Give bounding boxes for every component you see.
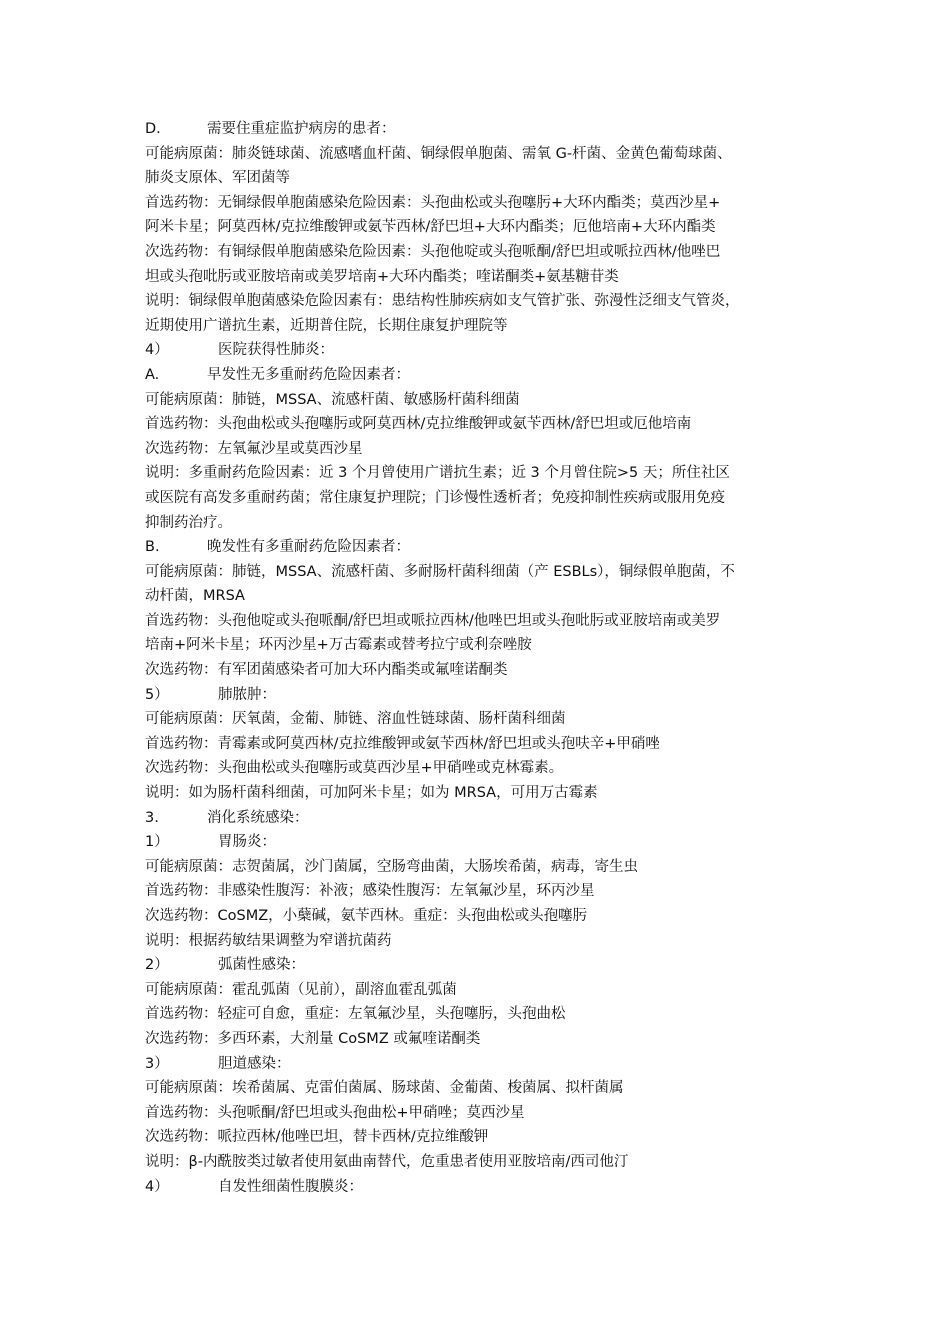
paragraph-line: 次选药物：左氧氟沙星或莫西沙星 bbox=[145, 440, 363, 457]
section-title: 肺脓肿： bbox=[218, 686, 276, 703]
paragraph-line: 坦或头孢吡肟或亚胺培南或美罗培南+大环内酯类；喹诺酮类+氨基糖苷类 bbox=[145, 268, 619, 285]
section-heading bbox=[145, 117, 815, 142]
paragraph-line: 首选药物：青霉素或阿莫西林/克拉维酸钾或氨苄西林/舒巴坦或头孢呋辛+甲硝唑 bbox=[145, 735, 660, 752]
section-number: 3. bbox=[145, 809, 159, 826]
section-number: 2） bbox=[145, 957, 169, 974]
section-heading bbox=[145, 338, 815, 363]
paragraph-line: 首选药物：非感染性腹泻：补液；感染性腹泻：左氧氟沙星，环丙沙星 bbox=[145, 883, 595, 900]
paragraph-line: 抑制药治疗。 bbox=[145, 514, 232, 531]
paragraph-line: 可能病原菌：埃希菌属、克雷伯菌属、肠球菌、金葡菌、梭菌属、拟杆菌属 bbox=[145, 1080, 624, 1097]
paragraph-line: 可能病原菌：肺炎链球菌、流感嗜血杆菌、铜绿假单胞菌、需氧 G-杆菌、金黄色葡萄球菌、 bbox=[145, 145, 732, 162]
section-title: 医院获得性肺炎： bbox=[218, 342, 334, 359]
document-body bbox=[145, 117, 815, 1199]
paragraph-line: 次选药物：哌拉西林/他唑巴坦，替卡西林/克拉维酸钾 bbox=[145, 1129, 489, 1146]
paragraph-line: 次选药物：CoSMZ，小蘖碱，氨苄西林。重症：头孢曲松或头孢噻肟 bbox=[145, 908, 588, 924]
section-number: 3） bbox=[145, 1055, 169, 1072]
paragraph-line: 可能病原菌：霍乱弧菌（见前），副溶血霍乱弧菌 bbox=[145, 981, 457, 998]
paragraph-line: 次选药物：多西环素，大剂量 CoSMZ 或氟喹诺酮类 bbox=[145, 1030, 481, 1047]
paragraph-line: 可能病原菌：志贺菌属，沙门菌属，空肠弯曲菌，大肠埃希菌，病毒，寄生虫 bbox=[145, 858, 638, 875]
paragraph-line: 或医院有高发多重耐药菌；常住康复护理院；门诊慢性透析者；免疫抑制性疾病或服用免疫 bbox=[145, 489, 725, 506]
paragraph-line: 可能病原菌：厌氧菌，金葡、肺链、溶血性链球菌、肠杆菌科细菌 bbox=[145, 711, 566, 728]
paragraph-line: 可能病原菌：肺链，MSSA、流感杆菌、多耐肠杆菌科细菌（产 ESBLs），铜绿假单胞菌，不 bbox=[145, 563, 735, 580]
section-title: 胃肠炎： bbox=[218, 834, 276, 851]
paragraph-line: 首选药物：头孢曲松或头孢噻肟或阿莫西林/克拉维酸钾或氨苄西林/舒巴坦或厄他培南 bbox=[145, 416, 692, 433]
section-number: A. bbox=[145, 366, 160, 383]
section-heading bbox=[145, 1052, 815, 1077]
paragraph-line: 近期使用广谱抗生素，近期普住院，长期住康复护理院等 bbox=[145, 317, 508, 334]
section-number: 4） bbox=[145, 1178, 169, 1195]
paragraph-line: 培南+阿米卡星；环丙沙星+万古霉素或替考拉宁或利奈唑胺 bbox=[145, 637, 532, 654]
paragraph-line: 次选药物：有军团菌感染者可加大环内酯类或氟喹诺酮类 bbox=[145, 662, 508, 679]
paragraph-line: 说明：铜绿假单胞菌感染危险因素有：患结构性肺疾病如支气管扩张、弥漫性泛细支气管炎， bbox=[145, 293, 740, 310]
paragraph-line: 可能病原菌：肺链，MSSA、流感杆菌、敏感肠杆菌科细菌 bbox=[145, 391, 520, 408]
section-heading bbox=[145, 535, 815, 560]
paragraph-line: 次选药物：头孢曲松或头孢噻肟或莫西沙星+甲硝唑或克林霉素。 bbox=[145, 760, 564, 777]
paragraph-line: 首选药物：无铜绿假单胞菌感染危险因素：头孢曲松或头孢噻肟+大环内酯类；莫西沙星+ bbox=[145, 194, 721, 211]
section-title: 弧菌性感染： bbox=[218, 957, 305, 974]
section-number: D. bbox=[145, 121, 161, 137]
section-heading bbox=[145, 683, 815, 708]
section-title: 晚发性有多重耐药危险因素者： bbox=[207, 539, 410, 556]
section-title: 早发性无多重耐药危险因素者： bbox=[207, 366, 410, 383]
paragraph-line: 首选药物：头孢他啶或头孢哌酮/舒巴坦或哌拉西林/他唑巴坦或头孢吡肟或亚胺培南或美罗 bbox=[145, 612, 721, 629]
section-number: B. bbox=[145, 539, 160, 556]
paragraph-line: 阿米卡星；阿莫西林/克拉维酸钾或氨苄西林/舒巴坦+大环内酯类；厄他培南+大环内酯类 bbox=[145, 219, 716, 236]
paragraph-line: 首选药物：轻症可自愈，重症：左氧氟沙星，头孢噻肟，头孢曲松 bbox=[145, 1006, 566, 1023]
section-title: 需要住重症监护病房的患者： bbox=[207, 121, 396, 137]
paragraph-line: 动杆菌，MRSA bbox=[145, 588, 245, 605]
paragraph-line: 次选药物：有铜绿假单胞菌感染危险因素：头孢他啶或头孢哌酮/舒巴坦或哌拉西林/他唑巴 bbox=[145, 243, 721, 260]
section-heading bbox=[145, 1175, 815, 1200]
section-title: 自发性细菌性腹膜炎： bbox=[218, 1178, 363, 1195]
section-title: 胆道感染： bbox=[218, 1055, 291, 1072]
section-number: 4） bbox=[145, 342, 169, 359]
section-number: 5） bbox=[145, 686, 169, 703]
paragraph-line: 说明：根据药敏结果调整为窄谱抗菌药 bbox=[145, 932, 392, 949]
paragraph-line: 说明：如为肠杆菌科细菌，可加阿米卡星；如为 MRSA，可用万古霉素 bbox=[145, 785, 598, 802]
section-title: 消化系统感染： bbox=[207, 809, 309, 826]
paragraph-line: 首选药物：头孢哌酮/舒巴坦或头孢曲松+甲硝唑；莫西沙星 bbox=[145, 1104, 525, 1121]
section-heading bbox=[145, 806, 815, 831]
section-heading bbox=[145, 830, 815, 855]
paragraph-line: 肺炎支原体、军团菌等 bbox=[145, 170, 290, 187]
section-heading bbox=[145, 953, 815, 978]
section-heading bbox=[145, 363, 815, 388]
paragraph-line: 说明：β-内酰胺类过敏者使用氨曲南替代，危重患者使用亚胺培南/西司他汀 bbox=[145, 1153, 629, 1170]
paragraph-line: 说明：多重耐药危险因素：近 3 个月曾使用广谱抗生素；近 3 个月曾住院>5 天；所住社区 bbox=[145, 465, 730, 482]
section-number: 1） bbox=[145, 834, 169, 851]
